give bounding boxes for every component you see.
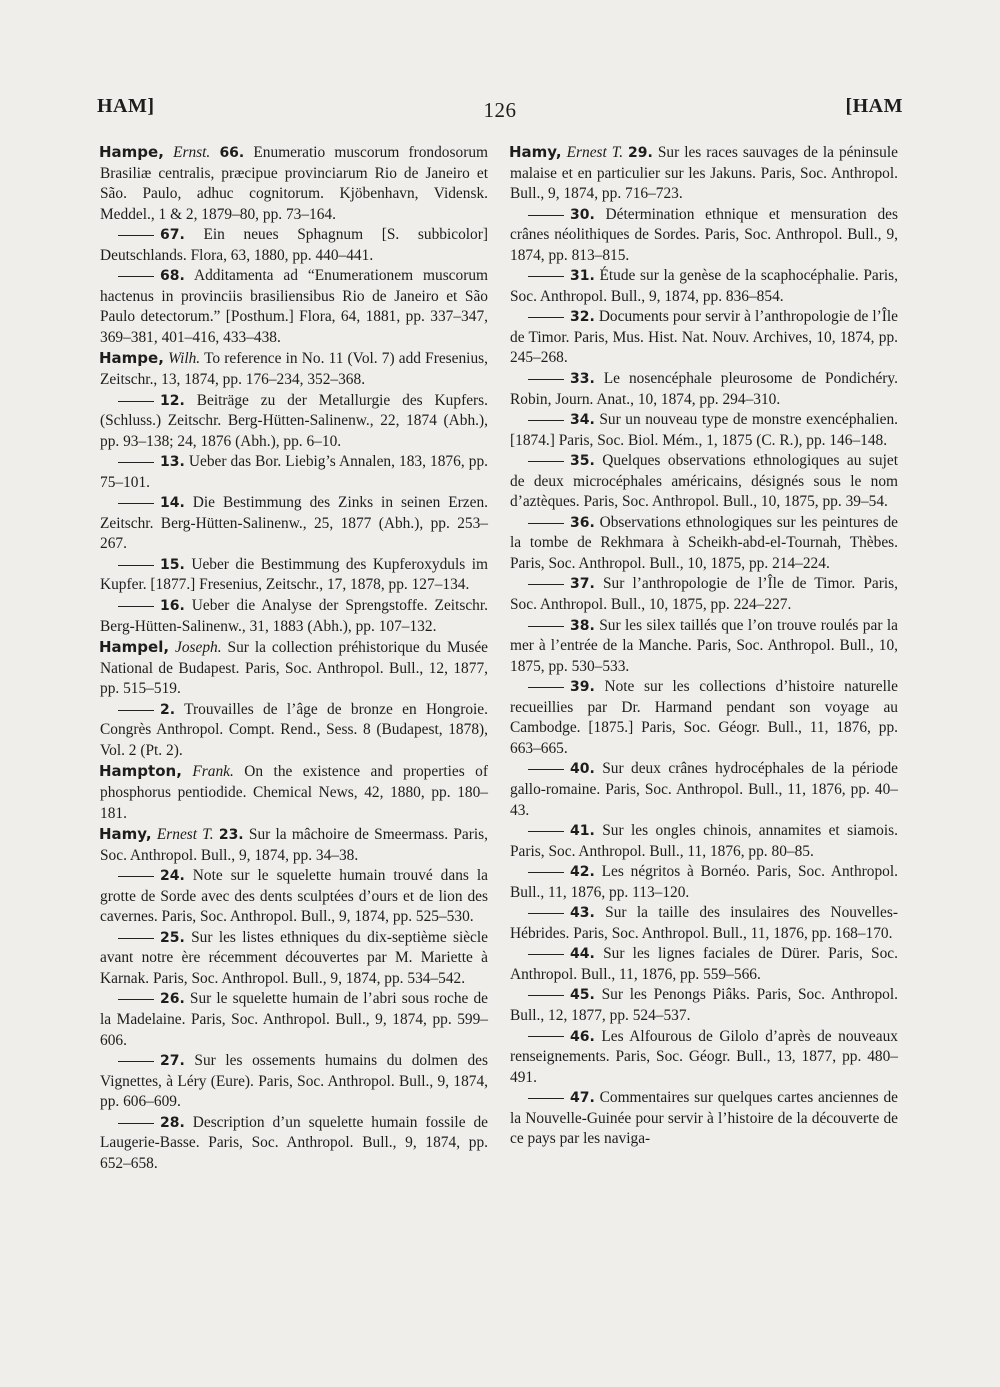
entry-text: Sur les listes ethniques du dix-septième siècle avant notre ère récemment découvertes par M. Mariette à Karnak. Paris, Soc. Anthropol. Bull., 9, 1874, pp. 534–542. [100, 928, 488, 987]
entry-number: 36. [570, 514, 595, 531]
entry-number: 15. [160, 556, 185, 573]
right-column [510, 142, 898, 1150]
entry-number: 25. [160, 929, 185, 946]
bibliography-entry [510, 677, 898, 759]
ditto-rule [118, 999, 154, 1000]
bibliography-entry [510, 574, 898, 615]
author-surname: Hamy, [509, 143, 562, 161]
author-forename: Wilh. [168, 350, 201, 368]
bibliography-entry [100, 596, 488, 637]
bibliography-entry [100, 493, 488, 555]
entry-number: 67. [160, 227, 185, 244]
bibliography-entry [100, 1051, 488, 1113]
entry-number: 14. [160, 495, 185, 512]
entry-text: Détermination ethnique et mensuration des crânes néolithiques de Sordes. Paris, Soc. Anthropol. Bull., 9, 1874, pp. 813–815. [510, 205, 898, 264]
ditto-rule [528, 1098, 564, 1099]
ditto-rule [118, 1123, 154, 1124]
entry-text: Sur la taille des insulaires des Nouvelles-Hébrides. Paris, Soc. Anthropol. Bull., 11, 1876, pp. 168–170. [510, 904, 898, 942]
bibliography-entry [510, 862, 898, 903]
ditto-rule [528, 872, 564, 873]
entry-text: Les négritos à Bornéo. Paris, Soc. Anthropol. Bull., 11, 1876, pp. 113–120. [510, 863, 898, 901]
entry-text: Additamenta ad “Enumerationem muscorum hactenus in provinciis brasiliensibus Rio de Janeiro et São Paulo detectorum.” [Posthum.] Flora, 64, 1881, pp. 337–347, 369–381, 401–416, 433–438. [100, 267, 489, 346]
author-surname: Hamy, [99, 825, 152, 844]
entry-number: 42. [570, 864, 595, 881]
bibliography-entry [510, 1027, 898, 1089]
ditto-rule [118, 276, 154, 277]
bibliography-entry [510, 410, 898, 451]
bibliography-entry [100, 348, 488, 390]
entry-number: 44. [570, 946, 595, 963]
entry-number: 45. [570, 987, 595, 1004]
bibliography-entry [510, 759, 898, 821]
author-surname: Hampe, [99, 143, 164, 161]
bibliography-entry [100, 225, 488, 266]
bibliography-entry [100, 928, 488, 990]
entry-number: 33. [570, 371, 595, 388]
ditto-rule [528, 831, 564, 832]
entry-text: Sur la collection préhistorique du Musée National de Budapest. Paris, Soc. Anthropol. Bull., 12, 1877, pp. 515–519. [100, 639, 488, 698]
bibliography-entry [100, 989, 488, 1051]
entry-number: 34. [570, 412, 595, 429]
bibliography-entry [510, 903, 898, 944]
left-column [100, 142, 488, 1174]
entry-text: Quelques observations ethnologiques au sujet de deux microcéphales américains, désignés sous le nom d’aztèques. Paris, Soc. Anthropol. Bull., 10, 1875, pp. 39–54. [510, 452, 898, 511]
ditto-rule [528, 1036, 564, 1037]
entry-number: 37. [570, 576, 595, 593]
entry-number: 40. [570, 761, 595, 778]
entry-text: Sur les ossements humains du dolmen des Vignettes, à Léry (Eure). Paris, Soc. Anthropol. Bull., 9, 1874, pp. 606–609. [100, 1052, 488, 1111]
ditto-rule [528, 687, 564, 688]
author-forename: Joseph. [175, 639, 222, 657]
entry-text: Enumeratio muscorum frondosorum Brasiliæ centralis, præcipue provinciarum Rio de Janeiro et São. Paulo, adhuc cognitorum. Kjöbenhavn, Vidensk. Meddel., 1 & 2, 1879–80, pp. 73–164. [100, 144, 488, 223]
entry-text: Ueber die Analyse der Sprengstoffe. Zeitschr. Berg-Hütten-Salinenw., 31, 1883 (Abh.), pp. 107–132. [100, 597, 488, 635]
entry-number: 43. [570, 905, 595, 922]
entry-text: Trouvailles de l’âge de bronze en Hongroie. Congrès Anthropol. Compt. Rend., Sess. 8 (Budapest, 1878), Vol. 2 (Pt. 2). [100, 700, 488, 759]
bibliography-entry [100, 555, 488, 596]
entry-text: Commentaires sur quelques cartes anciennes de la Nouvelle-Guinée pour servir à l’histoire de la découverte de ce pays par les naviga- [510, 1089, 898, 1148]
entry-number: 24. [160, 868, 185, 885]
entry-number: 12. [160, 392, 185, 409]
author-surname: Hampel, [99, 638, 170, 657]
entry-number: 26. [160, 991, 185, 1008]
entry-number: 32. [570, 309, 595, 326]
entry-text: Die Bestimmung des Zinks in seinen Erzen. Zeitschr. Berg-Hütten-Salinenw., 25, 1877 (Abh.), pp. 253–267. [100, 494, 488, 553]
entry-number: 27. [160, 1053, 185, 1070]
entry-text: Ein neues Sphagnum [S. subbicolor] Deutschlands. Flora, 63, 1880, pp. 440–441. [100, 226, 488, 264]
ditto-rule [118, 876, 154, 877]
ditto-rule [528, 584, 564, 585]
bibliography-entry [510, 616, 898, 678]
ditto-rule [528, 626, 564, 627]
entry-text: Ueber die Bestimmung des Kupferoxyduls im Kupfer. [1877.] Fresenius, Zeitschr., 17, 1878, pp. 127–134. [100, 555, 488, 594]
entry-text: Ueber das Bor. Liebig’s Annalen, 183, 1876, pp. 75–101. [100, 453, 488, 491]
entry-number: 30. [570, 206, 595, 223]
entry-text: Description d’un squelette humain fossile de Laugerie-Basse. Paris, Soc. Anthropol. Bull., 9, 1874, pp. 652–658. [100, 1113, 488, 1172]
entry-number: 47. [570, 1090, 595, 1107]
entry-text: Beiträge zu der Metallurgie des Kupfers. (Schluss.) Zeitschr. Berg-Hütten-Salinenw., 22, 1874 (Abh.), pp. 93–138; 24, 1876 (Abh.), pp. 6–10. [100, 391, 488, 450]
ditto-rule [528, 995, 564, 996]
ditto-rule [118, 235, 154, 236]
ditto-rule [528, 523, 564, 524]
entry-text: Sur la mâchoire de Smeermass. Paris, Soc. Anthropol. Bull., 9, 1874, pp. 34–38. [100, 826, 488, 864]
bibliography-entry [100, 637, 488, 700]
ditto-rule [528, 379, 564, 380]
entry-number: 68. [160, 268, 185, 285]
entry-text: Note sur les collections d’histoire naturelle recueillies par Dr. Harmand pendant son voyage au Cambodge. [1875.] Paris, Soc. Géogr. Bull., 11, 1876, pp. 663–665. [510, 678, 898, 757]
running-head-left: HAM] [97, 95, 155, 117]
ditto-rule [118, 938, 154, 939]
entry-text: Sur les Penongs Piâks. Paris, Soc. Anthropol. Bull., 12, 1877, pp. 524–537. [510, 986, 898, 1024]
entry-text: Sur deux crânes hydrocéphales de la période gallo-romaine. Paris, Soc. Anthropol. Bull., 11, 1876, pp. 40–43. [510, 760, 898, 819]
entry-number: 38. [570, 617, 595, 634]
entry-text: Sur l’anthropologie de l’Île de Timor. Paris, Soc. Anthropol. Bull., 10, 1875, pp. 224–227. [510, 575, 898, 614]
ditto-rule [528, 913, 564, 914]
entry-number: 35. [570, 453, 595, 470]
entry-text: Sur les ongles chinois, annamites et siamois. Paris, Soc. Anthropol. Bull., 11, 1876, pp. 80–85. [510, 822, 898, 860]
ditto-rule [528, 461, 564, 462]
running-head-right: [HAM [845, 95, 903, 117]
entry-number: 66. [219, 145, 245, 161]
ditto-rule [118, 503, 154, 504]
entry-text: Le nosencéphale pleurosome de Pondichéry. Robin, Journ. Anat., 10, 1874, pp. 294–310. [510, 370, 898, 408]
author-forename: Ernest T. [156, 826, 214, 844]
bibliography-entry [510, 451, 898, 513]
bibliography-entry [510, 142, 898, 205]
bibliography-entry [100, 824, 488, 866]
ditto-rule [118, 606, 154, 607]
entry-number: 28. [160, 1114, 185, 1131]
ditto-rule [118, 401, 154, 402]
ditto-rule [528, 420, 564, 421]
bibliography-entry [510, 513, 898, 575]
entry-text: To reference in No. 11 (Vol. 7) add Fresenius, Zeitschr., 13, 1874, pp. 176–234, 352–368. [100, 350, 488, 389]
author-surname: Hampton, [99, 762, 182, 781]
entry-text: Note sur le squelette humain trouvé dans la grotte de Sorde avec des dents sculptées d’ours et de lion des cavernes. Paris, Soc. Anthropol. Bull., 9, 1874, pp. 525–530. [100, 867, 488, 926]
bibliography-entry [100, 452, 488, 493]
entry-number: 46. [570, 1028, 595, 1045]
bibliography-entry [510, 266, 898, 307]
entry-text: Sur les lignes faciales de Dürer. Paris, Soc. Anthropol. Bull., 11, 1876, pp. 559–566. [510, 945, 898, 983]
ditto-rule [528, 276, 564, 277]
entry-number: 23. [218, 827, 244, 844]
bibliography-entry [510, 369, 898, 410]
author-forename: Ernest T. [566, 144, 624, 161]
bibliography-entry [100, 866, 488, 928]
author-forename: Ernst. [173, 144, 211, 161]
entry-text: Sur les races sauvages de la péninsule malaise et en particulier sur les Jakuns. Paris, Soc. Anthropol. Bull., 9, 1874, pp. 716–723. [510, 144, 898, 203]
bibliography-entry [100, 761, 488, 824]
ditto-rule [528, 215, 564, 216]
entry-text: Sur les silex taillés que l’on trouve roulés par la mer à l’entrée de la Manche. Paris, Soc. Anthropol. Bull., 10, 1875, pp. 530–533. [510, 616, 898, 675]
entry-number: 13. [160, 454, 185, 471]
ditto-rule [528, 317, 564, 318]
entry-number: 31. [570, 268, 595, 285]
ditto-rule [528, 954, 564, 955]
entry-text: Étude sur la genèse de la scaphocéphalie. Paris, Soc. Anthropol. Bull., 9, 1874, pp. 836–854. [510, 267, 898, 305]
bibliography-entry [510, 1088, 898, 1150]
entry-number: 41. [570, 823, 595, 840]
entry-number: 16. [160, 598, 185, 615]
bibliography-entry [510, 944, 898, 985]
entry-text: On the existence and properties of phosphorus pentiodide. Chemical News, 42, 1880, pp. 180–181. [100, 763, 488, 822]
entry-number: 39. [570, 679, 595, 696]
entry-text: Sur le squelette humain de l’abri sous roche de la Madelaine. Paris, Soc. Anthropol. Bull., 9, 1874, pp. 599–606. [100, 990, 488, 1049]
entry-number: 29. [628, 145, 653, 161]
ditto-rule [118, 565, 154, 566]
bibliography-entry [100, 700, 488, 762]
entry-number: 2. [160, 701, 176, 718]
entry-text: Observations ethnologiques sur les peintures de la tombe de Rekhmara à Scheikh-abd-el-Tournah, Thèbes. Paris, Soc. Anthropol. Bull., 10, 1875, pp. 214–224. [510, 513, 898, 572]
ditto-rule [528, 769, 564, 770]
bibliography-entry [510, 985, 898, 1026]
entry-text: Les Alfourous de Gilolo d’après de nouveaux renseignements. Paris, Soc. Géogr. Bull., 13, 1877, pp. 480–491. [510, 1027, 898, 1086]
ditto-rule [118, 462, 154, 463]
bibliography-entry [100, 1113, 488, 1175]
page-number: 126 [483, 98, 517, 122]
bibliography-entry [100, 142, 488, 225]
ditto-rule [118, 710, 154, 711]
author-forename: Frank. [192, 763, 234, 781]
entry-text: Sur un nouveau type de monstre exencéphalien. [1874.] Paris, Soc. Biol. Mém., 1, 1875 (C. R.), pp. 146–148. [510, 411, 898, 449]
ditto-rule [118, 1061, 154, 1062]
bibliography-entry [510, 821, 898, 862]
bibliography-entry [510, 307, 898, 369]
bibliography-entry [100, 266, 488, 348]
bibliography-entry [510, 205, 898, 267]
entry-text: Documents pour servir à l’anthropologie de l’Île de Timor. Paris, Mus. Hist. Nat. Nouv. Archives, 10, 1874, pp. 245–268. [510, 308, 898, 367]
bibliography-entry [100, 391, 488, 453]
author-surname: Hampe, [99, 349, 164, 368]
